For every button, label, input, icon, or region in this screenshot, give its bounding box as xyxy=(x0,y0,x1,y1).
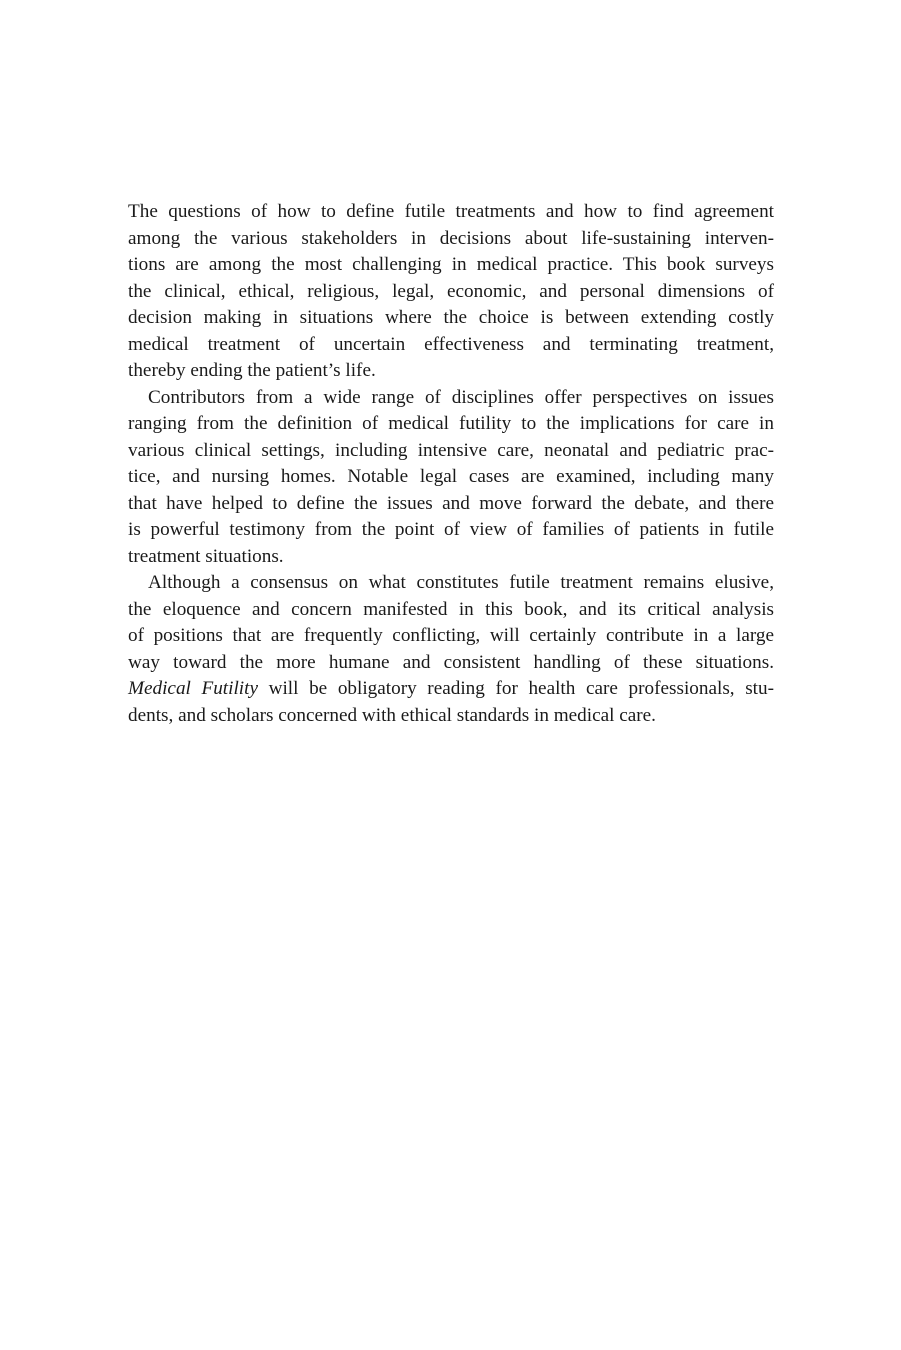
text-span: will be obligatory reading for health care professionals, stu- xyxy=(257,678,774,699)
text-line: treatment situations. xyxy=(128,545,284,567)
text-line: various clinical settings, including intensive care, neonatal and pediatric prac- xyxy=(128,439,774,461)
text-line: thereby ending the patient’s life. xyxy=(128,360,376,381)
text-line: medical treatment of uncertain effectiveness and terminating treatment, xyxy=(128,333,774,355)
paragraph-2 xyxy=(128,385,774,571)
paragraph-3 xyxy=(128,570,774,729)
text-line: way toward the more humane and consistent handling of these situations. xyxy=(128,651,774,673)
text-line: that have helped to define the issues and move forward the debate, and there xyxy=(128,492,774,514)
book-title: Medical Futility xyxy=(128,678,258,699)
text-line: tice, and nursing homes. Notable legal cases are examined, including many xyxy=(128,466,774,487)
text-line: Although a consensus on what constitutes futile treatment remains elusive, xyxy=(148,572,774,593)
text-line xyxy=(128,676,774,703)
text-line: The questions of how to define futile treatments and how to find agreement xyxy=(128,201,774,222)
text-line: is powerful testimony from the point of view of families of patients in futile xyxy=(128,519,774,540)
book-description xyxy=(128,199,774,729)
text-line: decision making in situations where the choice is between extending costly xyxy=(128,307,774,328)
text-line: the eloquence and concern manifested in this book, and its critical analysis xyxy=(128,598,774,620)
text-line: Contributors from a wide range of disciplines offer perspectives on issues xyxy=(148,386,774,408)
paragraph-1 xyxy=(128,199,774,385)
text-line: among the various stakeholders in decisions about life-sustaining interven- xyxy=(128,227,774,249)
text-line: of positions that are frequently conflicting, will certainly contribute in a large xyxy=(128,625,774,646)
text-line: ranging from the definition of medical futility to the implications for care in xyxy=(128,413,774,434)
text-line: the clinical, ethical, religious, legal, economic, and personal dimensions of xyxy=(128,280,774,302)
text-line: dents, and scholars concerned with ethical standards in medical care. xyxy=(128,704,656,726)
text-line: tions are among the most challenging in medical practice. This book surveys xyxy=(128,254,774,275)
